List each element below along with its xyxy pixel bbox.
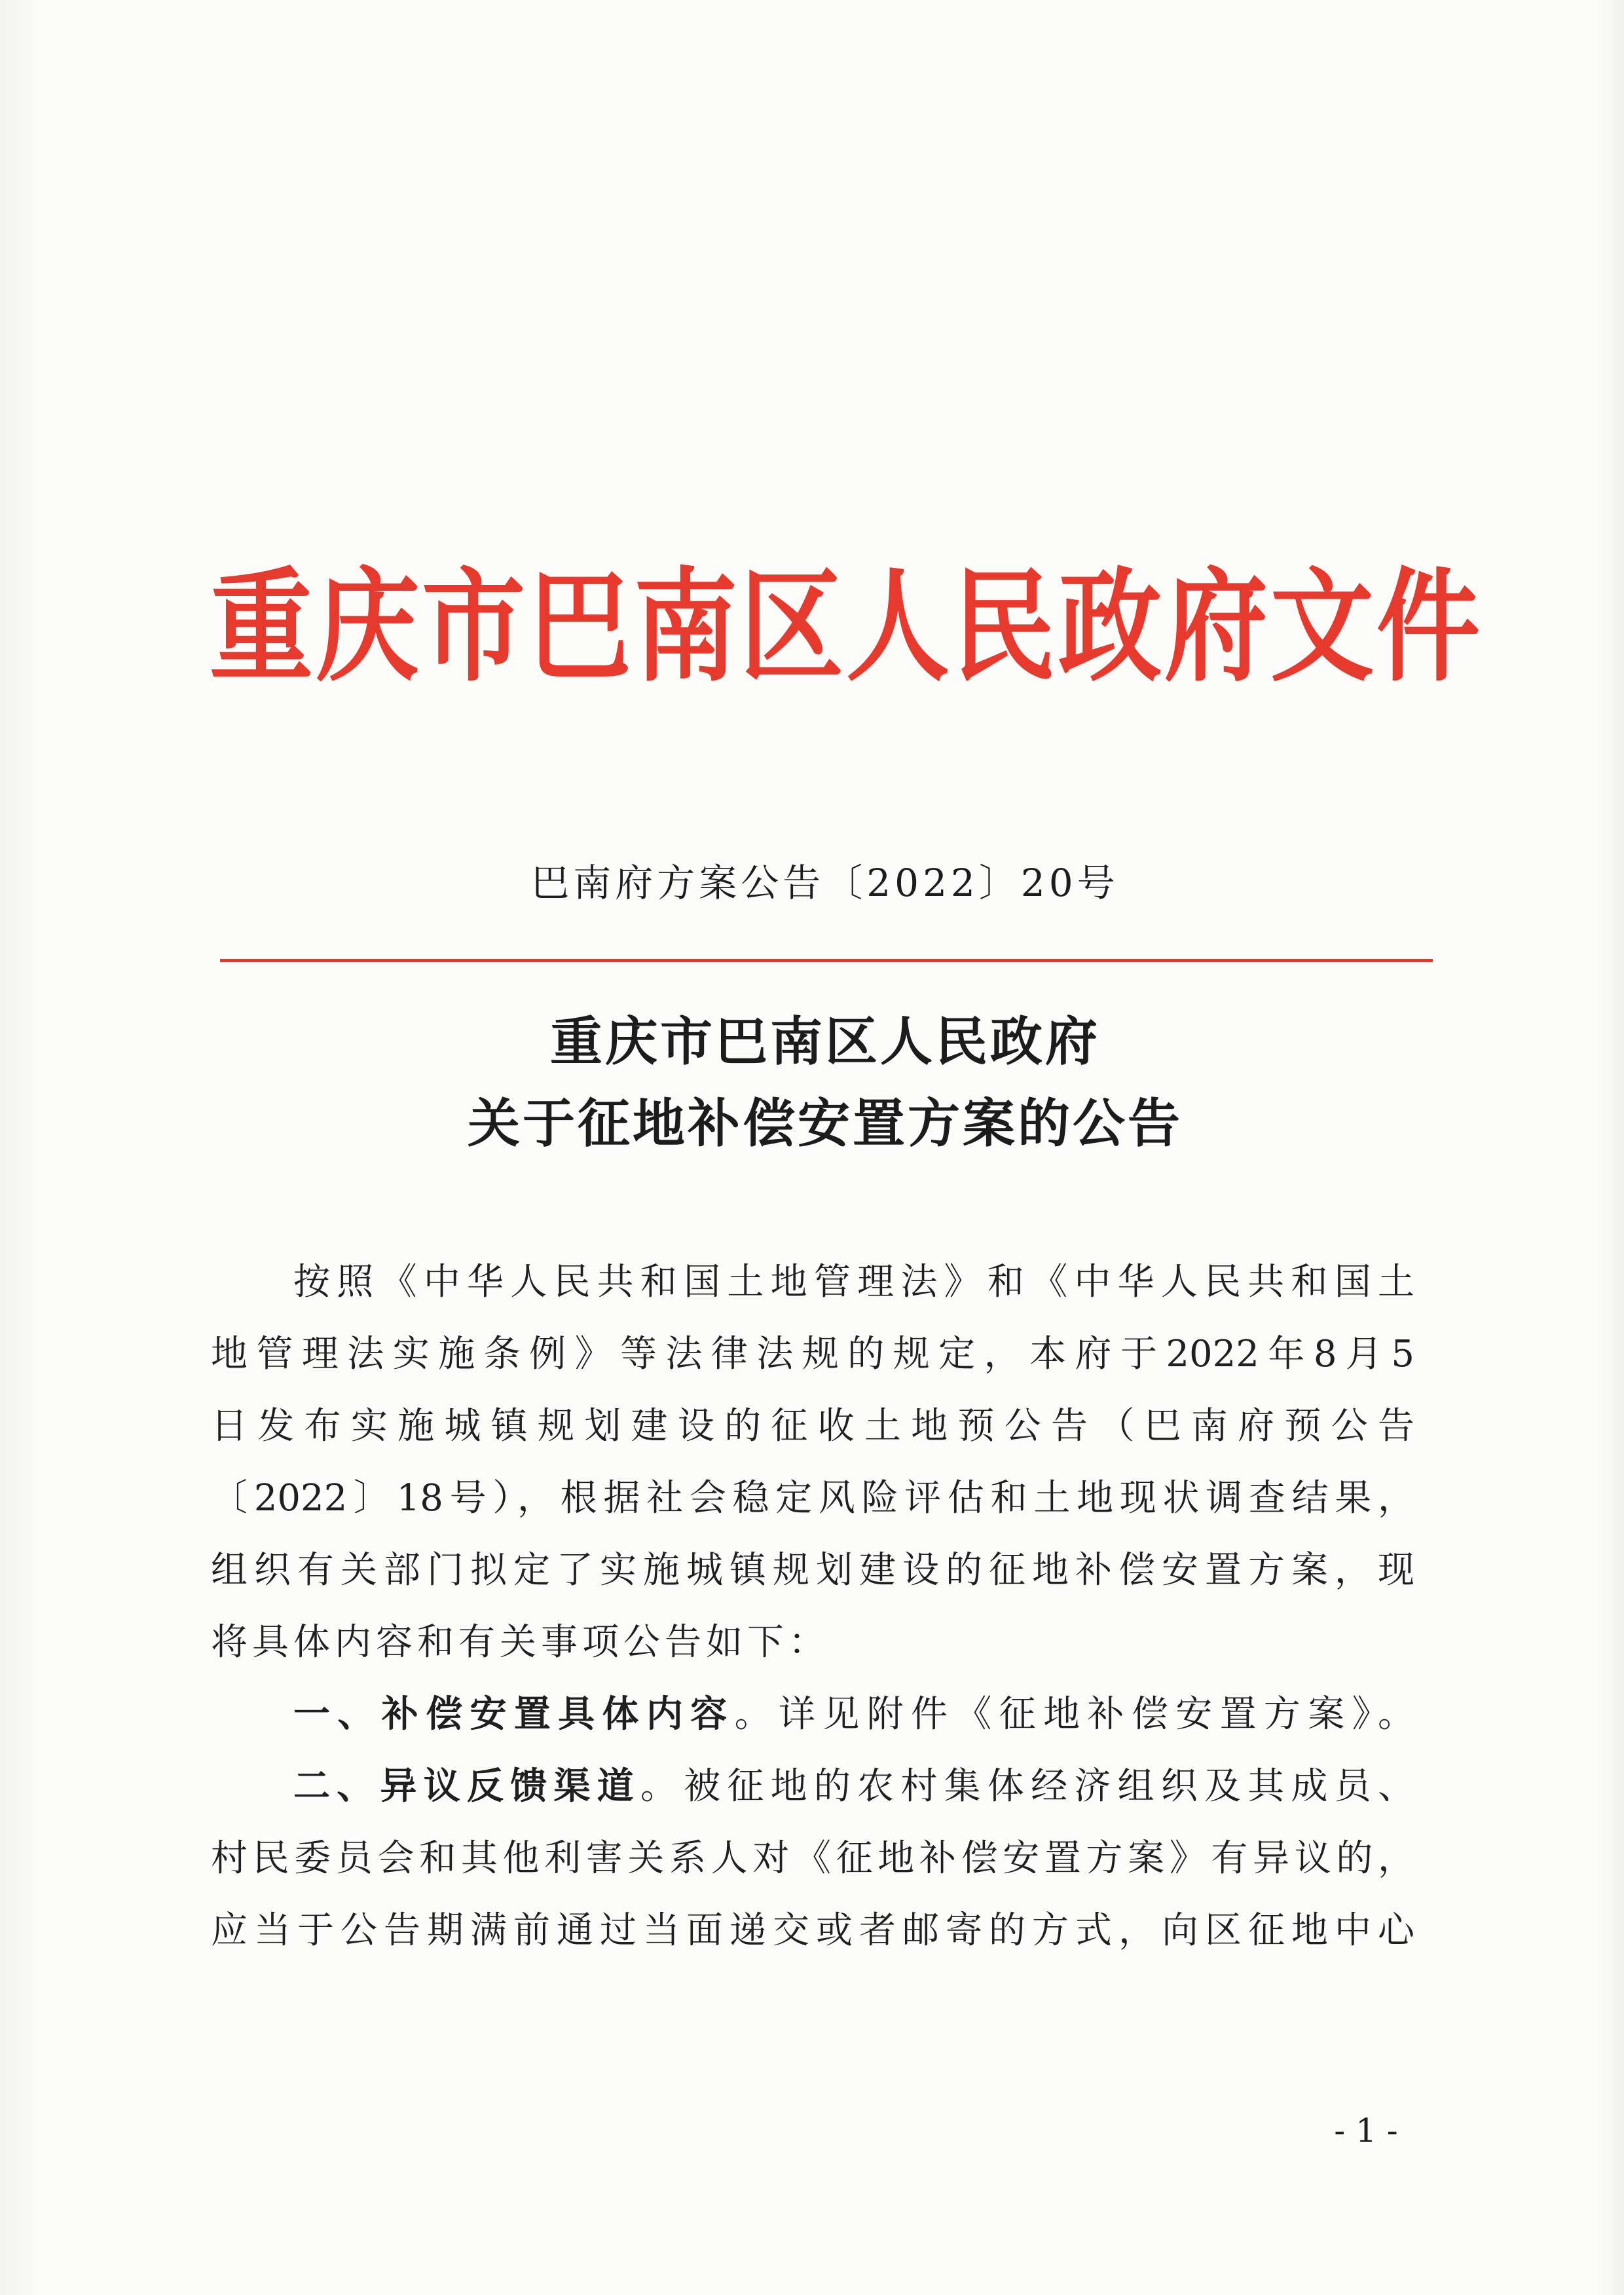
body-paragraph-line: 地管理法实施条例》等法律法规的规定，本府于2022年8月5	[211, 1333, 1414, 1375]
document-number: 巴南府方案公告〔2022〕20号	[531, 861, 1119, 905]
section-2-line: 应当于公告期满前通过当面递交或者邮寄的方式，向区征地中心	[211, 1909, 1414, 1952]
body-paragraph-line: 按照《中华人民共和国土地管理法》和《中华人民共和国土	[293, 1261, 1414, 1303]
section-2-text: 。被征地的农村集体经济组织及其成员、	[640, 1765, 1415, 1808]
document-title-line-1: 重庆市巴南区人民政府	[550, 1011, 1100, 1072]
body-paragraph-line: 日发布实施城镇规划建设的征收土地预公告（巴南府预公告	[211, 1405, 1414, 1447]
red-divider-line	[220, 959, 1433, 962]
body-paragraph-line: 将具体内容和有关事项公告如下：	[211, 1621, 830, 1664]
body-paragraph-line: 组织有关部门拟定了实施城镇规划建设的征地补偿安置方案，现	[211, 1549, 1414, 1592]
section-2-line	[293, 1761, 1414, 1813]
document-title-line-2: 关于征地补偿安置方案的公告	[468, 1092, 1183, 1154]
body-paragraph-line: 〔2022〕18号），根据社会稳定风险评估和土地现状调查结果，	[211, 1477, 1414, 1520]
issuer-header: 重庆市巴南区人民政府文件	[210, 555, 1483, 699]
section-2-heading: 二、异议反馈渠道	[293, 1765, 640, 1808]
section-1-line	[293, 1689, 1414, 1741]
section-2-line: 村民委员会和其他利害关系人对《征地补偿安置方案》有异议的，	[211, 1837, 1414, 1880]
section-1-heading: 一、补偿安置具体内容	[293, 1693, 735, 1736]
section-1-text: 。详见附件《征地补偿安置方案》。	[734, 1693, 1415, 1736]
page-number: - 1 -	[1334, 2112, 1398, 2150]
